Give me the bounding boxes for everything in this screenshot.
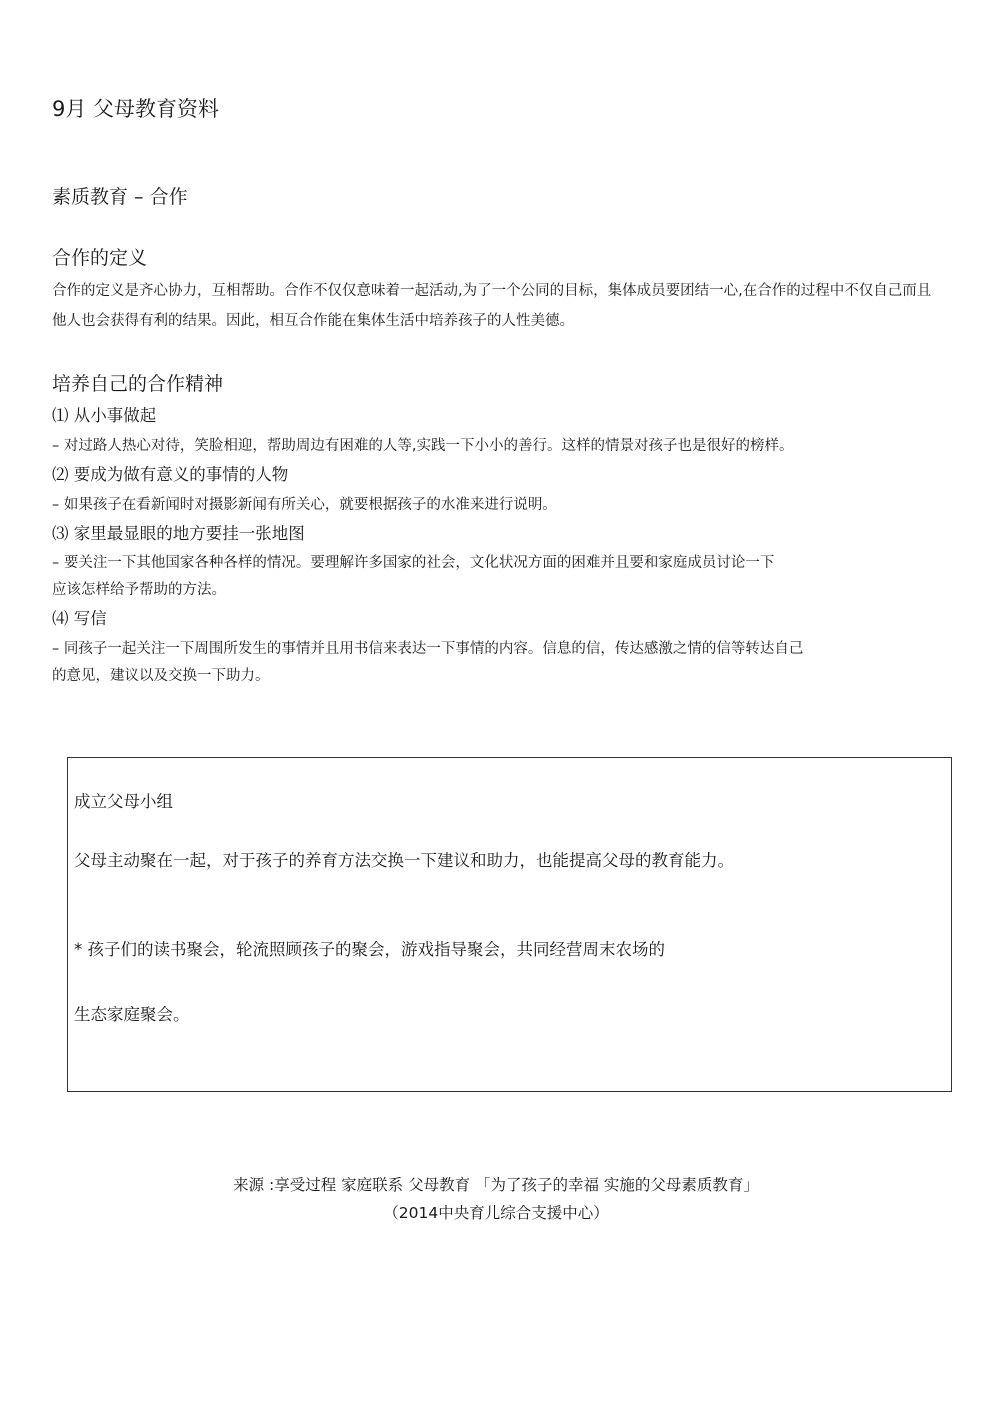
spirit-heading: 培养自己的合作精神 (52, 373, 224, 395)
box-text: 父母主动聚在一起，对于孩子的养育方法交换一下建议和助力，也能提高父母的教育能力。 (74, 851, 734, 870)
section-title: 素质教育 – 合作 (52, 186, 188, 208)
spirit-item-3-title: ⑶ 家里最显眼的地方要挂一张地图 (52, 524, 305, 543)
definition-text: 合作的定义是齐心协力，互相帮助。合作不仅仅意味着一起活动,为了一个公同的目标，集体成员要团结一心,在合作的过程中不仅自己而且他人也会获得有利的结果。因此，相互合作能在集体生活中培养孩子的人性美德。 (52, 283, 932, 329)
spirit-item-1-text: – 对过路人热心对待，笑脸相迎，帮助周边有困难的人等,实践一下小小的善行。这样的情景对孩子也是很好的榜样。 (52, 438, 794, 454)
spirit-item-1-title: ⑴ 从小事做起 (52, 406, 157, 425)
spirit-item-3-text-line2: 应该怎样给予帮助的方法。 (52, 582, 226, 598)
spirit-item-4-text-line1: – 同孩子一起关注一下周围所发生的事情并且用书信来表达一下事情的内容。信息的信，传达感激之情的信等转达自己 (52, 641, 804, 657)
box-bullet: * 孩子们的读书聚会，轮流照顾孩子的聚会，游戏指导聚会，共同经营周末农场的 (74, 940, 665, 959)
spirit-item-4-title: ⑷ 写信 (52, 609, 107, 628)
definition-heading: 合作的定义 (52, 247, 148, 269)
document-title: 9月 父母教育资料 (52, 97, 220, 121)
spirit-item-4-text-line2: 的意见，建议以及交换一下助力。 (52, 668, 270, 684)
box-bullet-continuation: 生态家庭聚会。 (74, 1005, 190, 1024)
spirit-item-2-text: – 如果孩子在看新闻时对摄影新闻有所关心，就要根据孩子的水准来进行说明。 (52, 497, 557, 513)
spirit-item-3-text-line1: – 要关注一下其他国家各种各样的情况。要理解许多国家的社会，文化状况方面的困难并且要和家庭成员讨论一下 (52, 555, 775, 571)
box-heading: 成立父母小组 (74, 792, 173, 811)
spirit-item-2-title: ⑵ 要成为做有意义的事情的人物 (52, 465, 289, 484)
source-organization: （2014中央育儿综合支援中心） (383, 1204, 609, 1222)
parent-group-box (67, 757, 952, 1092)
source-line: 来源 :享受过程 家庭联系 父母教育 「为了孩子的幸福 实施的父母素质教育」 (233, 1176, 759, 1194)
